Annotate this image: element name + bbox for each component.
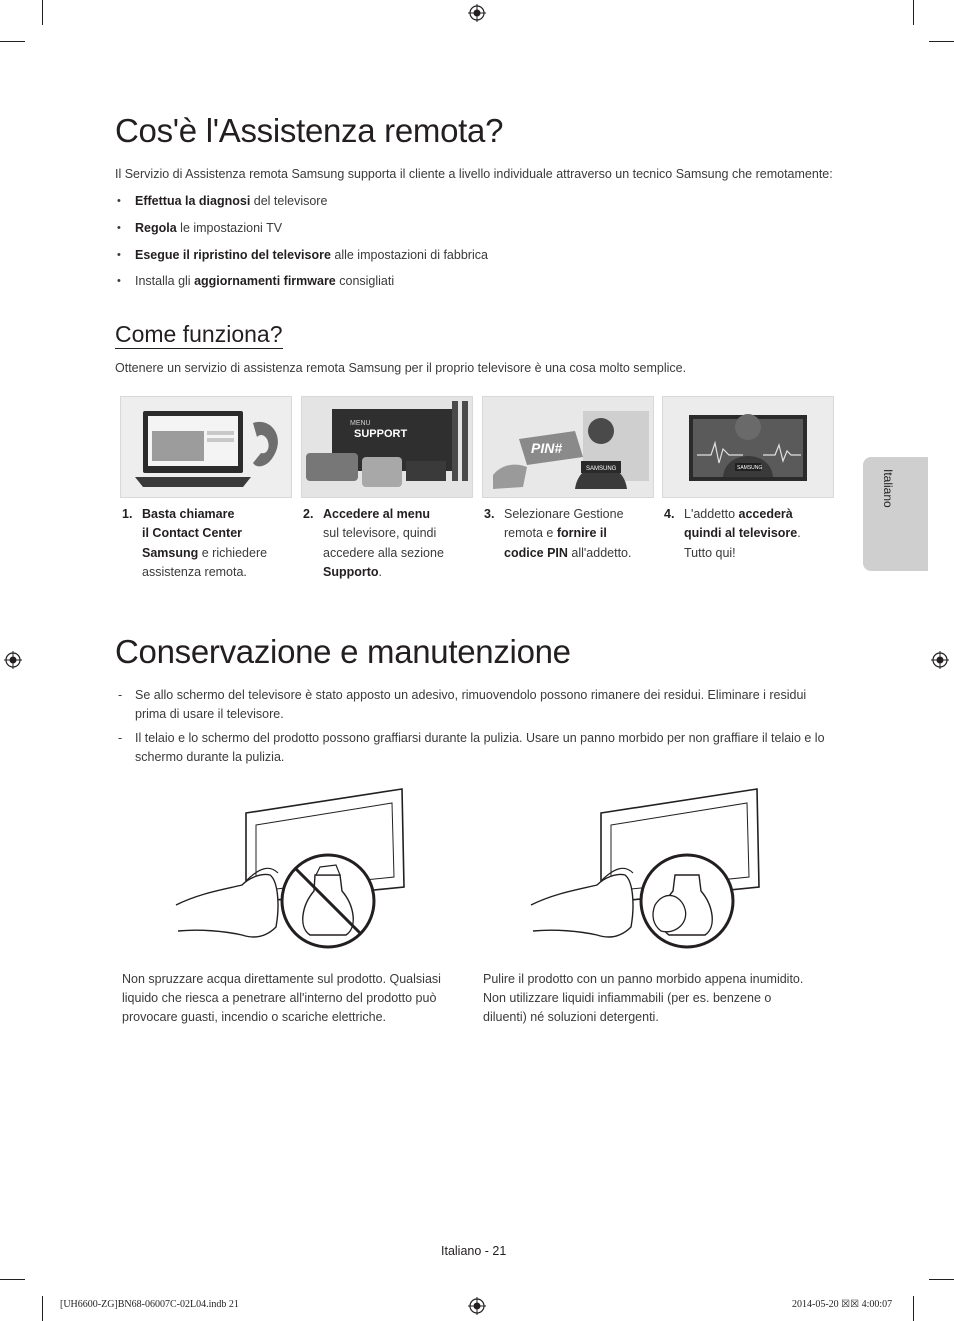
- step-number: 4.: [664, 507, 675, 521]
- step-text: Basta chiamare il Contact Center Samsung e richiedere assistenza remota.: [142, 507, 268, 579]
- print-slug-left: [UH6600-ZG]BN68-06007C-02L04.indb 21: [60, 1299, 239, 1310]
- crop-mark: [913, 1296, 914, 1321]
- list-item-bold: Effettua la diagnosi: [135, 194, 251, 208]
- step-text: Accedere al menu sul televisore, quindi accedere alla sezione Supporto.: [323, 507, 444, 579]
- no-spray-illustration: [170, 785, 410, 955]
- step-image-call-center: [120, 396, 292, 498]
- crop-mark: [929, 1279, 954, 1280]
- brand-label: SAMSUNG: [737, 465, 763, 471]
- caption-cloth: Pulire il prodotto con un panno morbido appena inumidito. Non utilizzare liquidi infiammabili (per es. benzene o diluenti) né soluzioni detergenti.: [483, 972, 804, 1025]
- step-text: L'addetto accederà quindi al televisore. Tutto qui!: [684, 507, 801, 560]
- crop-mark: [0, 41, 25, 42]
- list-item-bold: Regola: [135, 220, 177, 235]
- crop-mark: [42, 1296, 43, 1321]
- step-image-menu-support: [301, 396, 473, 498]
- list-item: [115, 192, 488, 219]
- registration-mark-icon: [468, 1297, 486, 1315]
- note-item: [115, 686, 840, 724]
- registration-mark-icon: [4, 651, 22, 669]
- caption-no-spray: Non spruzzare acqua direttamente sul prodotto. Qualsiasi liquido che riesca a penetrare all'interno del prodotto può provocare guasti, incendio o scariche elettriche.: [122, 972, 441, 1025]
- dash-mark: -: [118, 688, 123, 702]
- registration-mark-icon: [931, 651, 949, 669]
- list-item: [115, 272, 488, 299]
- page-number: Italiano - 21: [441, 1244, 507, 1258]
- registration-mark-icon: [468, 4, 486, 22]
- page-title: Cos'è l'Assistenza remota?: [115, 112, 504, 149]
- support-label: SUPPORT: [354, 428, 408, 440]
- intro-text: Il Servizio di Assistenza remota Samsung supporta il cliente a livello individuale attraverso un tecnico Samsung che remotamente:: [115, 167, 833, 181]
- list-item-bold: Esegue il ripristino del televisore: [135, 247, 331, 262]
- list-item: [115, 219, 488, 246]
- step-image-technician: [662, 396, 834, 498]
- list-item-bold: aggiornamenti firmware: [194, 274, 336, 289]
- language-side-tab: [863, 457, 928, 571]
- list-item-text: del televisore: [250, 194, 328, 208]
- note-text: Se allo schermo del televisore è stato apposto un adesivo, rimuovendolo possono rimanere dei residui. Eliminare i residui prima di usare il televisore.: [135, 688, 807, 722]
- side-tab-label: Italiano: [881, 469, 895, 508]
- step-image-pin: [482, 396, 654, 498]
- step-number: 2.: [303, 507, 314, 521]
- step-number: 3.: [484, 507, 495, 521]
- list-item-text: le impostazioni TV: [176, 220, 283, 235]
- section-intro: Ottenere un servizio di assistenza remota Samsung per il proprio televisore è una cosa molto semplice.: [115, 361, 687, 375]
- cloth-cleaning-illustration: [525, 785, 765, 955]
- menu-label: MENU: [350, 420, 371, 427]
- list-item-text: alle impostazioni di fabbrica: [330, 247, 488, 262]
- list-item: [115, 246, 488, 273]
- dash-mark: -: [118, 731, 123, 745]
- section-title: Conservazione e manutenzione: [115, 633, 571, 670]
- feature-list: [115, 192, 488, 299]
- crop-mark: [929, 41, 954, 42]
- step-text: Selezionare Gestione remota e fornire il codice PIN all'addetto.: [504, 507, 632, 560]
- section-heading: Come funziona?: [115, 321, 283, 347]
- note-text: Il telaio e lo schermo del prodotto possono graffiarsi durante la pulizia. Usare un panno morbido per non graffiare il telaio e lo schermo durante la pulizia.: [135, 731, 825, 765]
- crop-mark: [0, 1279, 25, 1280]
- step-number: 1.: [122, 507, 133, 521]
- crop-mark: [42, 0, 43, 25]
- pin-label: PIN#: [531, 440, 563, 456]
- note-item: [115, 729, 840, 767]
- list-item-prefix: Installa gli: [135, 274, 195, 289]
- crop-mark: [913, 0, 914, 25]
- list-item-text: consigliati: [335, 274, 395, 289]
- print-slug-right: 2014-05-20 ☒☒ 4:00:07: [792, 1299, 893, 1310]
- brand-label: SAMSUNG: [586, 466, 617, 472]
